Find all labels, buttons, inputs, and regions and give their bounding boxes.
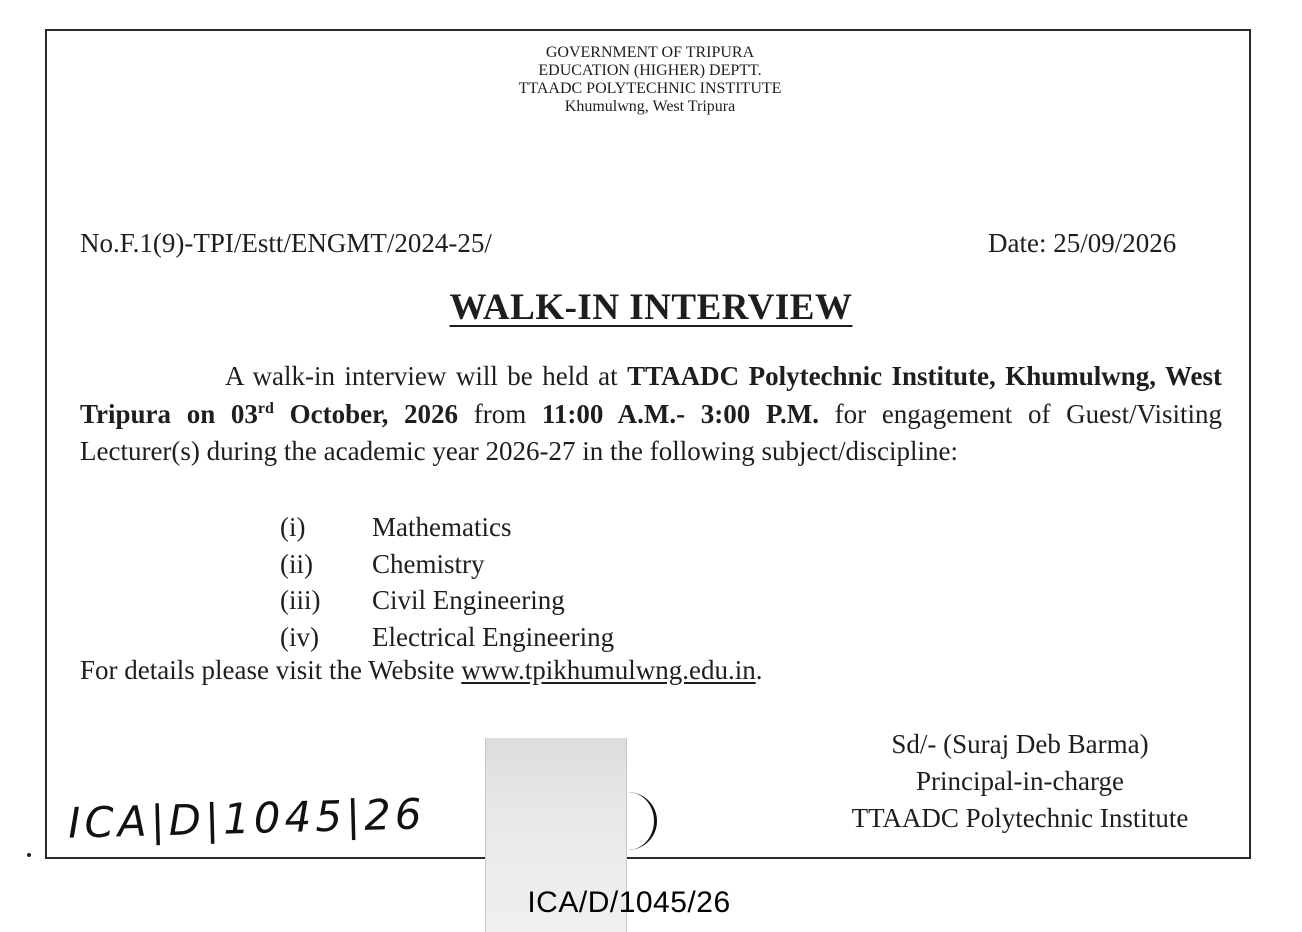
department-name: EDUCATION (HIGHER) DEPTT. bbox=[538, 62, 762, 79]
website-link[interactable]: www.tpikhumulwng.edu.in bbox=[461, 655, 756, 685]
reference-number: No.F.1(9)-TPI/Estt/ENGMT/2024-25/ bbox=[80, 228, 492, 258]
institute-name: TTAADC POLYTECHNIC INSTITUTE bbox=[518, 80, 782, 97]
paragraph-from: from bbox=[458, 398, 542, 429]
list-item-number: (iv) bbox=[280, 621, 319, 652]
paragraph-intro: A walk-in interview will be held at bbox=[225, 361, 628, 391]
website-notice bbox=[80, 655, 763, 686]
list-item bbox=[280, 619, 614, 656]
signatory-institute: TTAADC Polytechnic Institute bbox=[851, 803, 1189, 833]
institute-location: Khumulwng, West Tripura bbox=[564, 98, 736, 115]
document-id: ICA/D/1045/26 bbox=[527, 886, 731, 919]
interview-date: October, 2026 bbox=[273, 398, 459, 429]
govt-name: GOVERNMENT OF TRIPURA bbox=[545, 44, 755, 61]
interview-time: 11:00 A.M.- 3:00 P.M. bbox=[541, 398, 819, 429]
handwritten-reference: ICA|D|1045|26 bbox=[67, 789, 427, 848]
paragraph-purpose: for engagement of Guest/Visiting Lecturer(s) during the academic year 2026-27 in the following subject/discipline: bbox=[80, 398, 1223, 466]
notice-paragraph bbox=[80, 358, 1222, 471]
list-item-subject: Electrical Engineering bbox=[372, 621, 615, 652]
list-item-subject: Civil Engineering bbox=[372, 585, 565, 615]
notice-title bbox=[0, 286, 1302, 329]
margin-mark bbox=[27, 853, 31, 857]
list-item bbox=[280, 546, 614, 583]
notice-date: Date: 25/09/2026 bbox=[988, 228, 1177, 258]
list-item bbox=[280, 509, 614, 546]
list-item-number: (iii) bbox=[280, 585, 321, 615]
venue-text: TTAADC Polytechnic Institute, Khumulwng, West Tripura on 03 bbox=[80, 361, 1223, 429]
list-item-number: (i) bbox=[280, 512, 306, 542]
signature-block bbox=[760, 726, 1280, 837]
subject-list bbox=[280, 509, 614, 655]
list-item-number: (ii) bbox=[280, 548, 313, 579]
signatory-designation: Principal-in-charge bbox=[916, 766, 1124, 796]
date-ordinal: rd bbox=[257, 399, 274, 417]
list-item-subject: Chemistry bbox=[372, 548, 485, 579]
letterhead bbox=[350, 44, 950, 116]
notice-title-text: WALK-IN INTERVIEW bbox=[449, 287, 853, 328]
list-item-subject: Mathematics bbox=[372, 512, 512, 542]
website-suffix: . bbox=[755, 655, 763, 685]
signatory-name: Sd/- (Suraj Deb Barma) bbox=[891, 729, 1149, 759]
list-item bbox=[280, 582, 614, 619]
website-prefix: For details please visit the Website bbox=[80, 655, 462, 685]
